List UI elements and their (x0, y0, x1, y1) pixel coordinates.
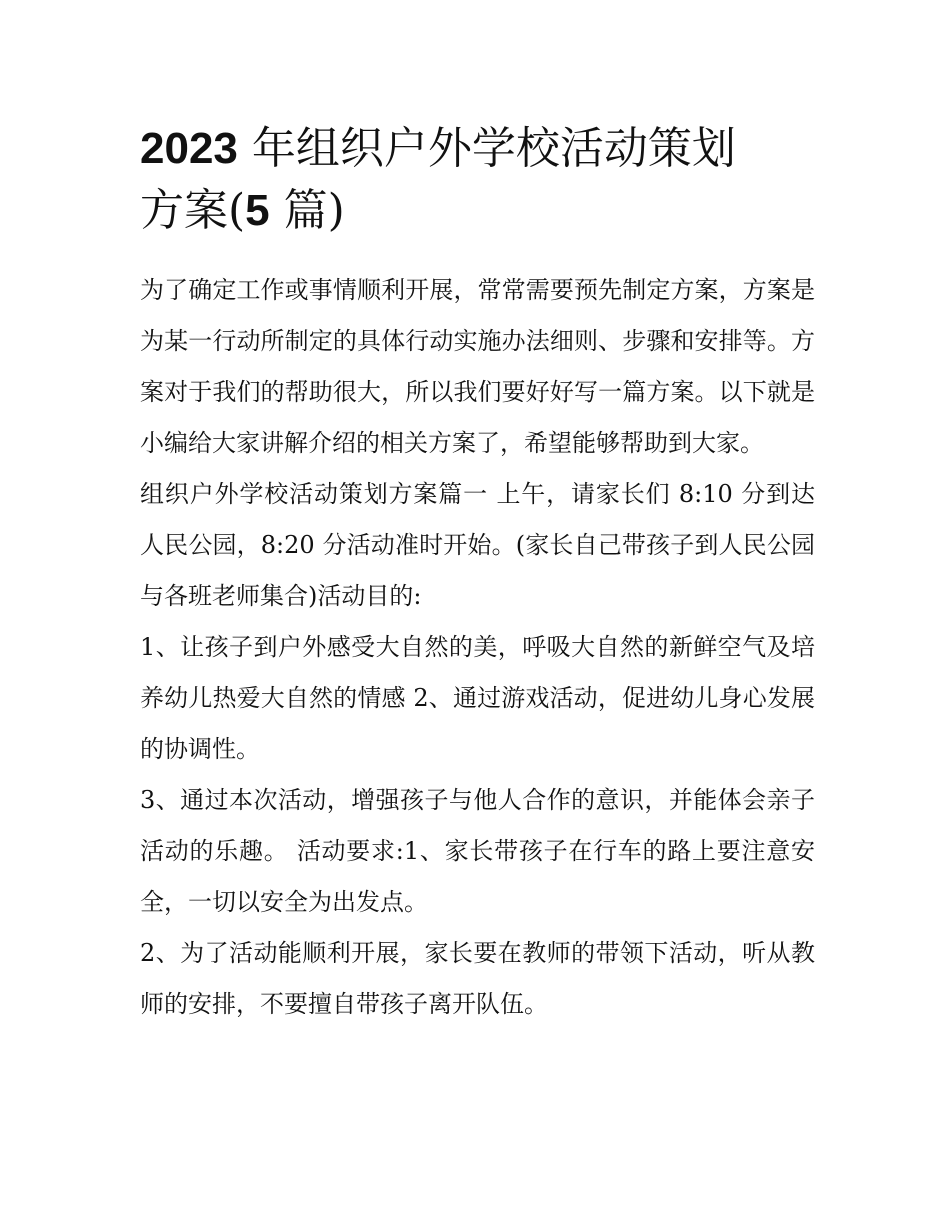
title-line2-text-b: 篇) (269, 185, 345, 236)
title-count: 5 (245, 186, 270, 235)
paragraph-intro: 为了确定工作或事情顺利开展，常常需要预先制定方案，方案是为某一行动所制定的具体行动实施办法细则、步骤和安排等。方案对于我们的帮助很大，所以我们要好好写一篇方案。以下就是小编给大家讲解介绍的相关方案了，希望能够帮助到大家。 (140, 276, 815, 457)
document-page (140, 118, 815, 1030)
paragraph-schedule: 组织户外学校活动策划方案篇一 上午，请家长们 8:10 分到达人民公园，8:20 分活动准时开始。(家长自己带孩子到人民公园与各班老师集合)活动目的: (140, 480, 815, 610)
document-body (140, 265, 815, 1030)
title-year: 2023 (140, 124, 238, 173)
title-line2-text-a: 方案( (140, 185, 246, 236)
paragraph-goal-3-requirement-1: 3、通过本次活动，增强孩子与他人合作的意识，并能体会亲子活动的乐趣。 活动要求:1、家长带孩子在行车的路上要注意安全，一切以安全为出发点。 (140, 786, 815, 916)
title-line1-text: 年组织户外学校活动策划 (237, 123, 736, 174)
document-title (140, 118, 815, 242)
paragraph-requirement-2: 2、为了活动能顺利开展，家长要在教师的带领下活动，听从教师的安排，不要擅自带孩子离开队伍。 (140, 939, 815, 1018)
paragraph-goal-1-2: 1、让孩子到户外感受大自然的美，呼吸大自然的新鲜空气及培养幼儿热爱大自然的情感 2、通过游戏活动，促进幼儿身心发展的协调性。 (140, 633, 815, 763)
